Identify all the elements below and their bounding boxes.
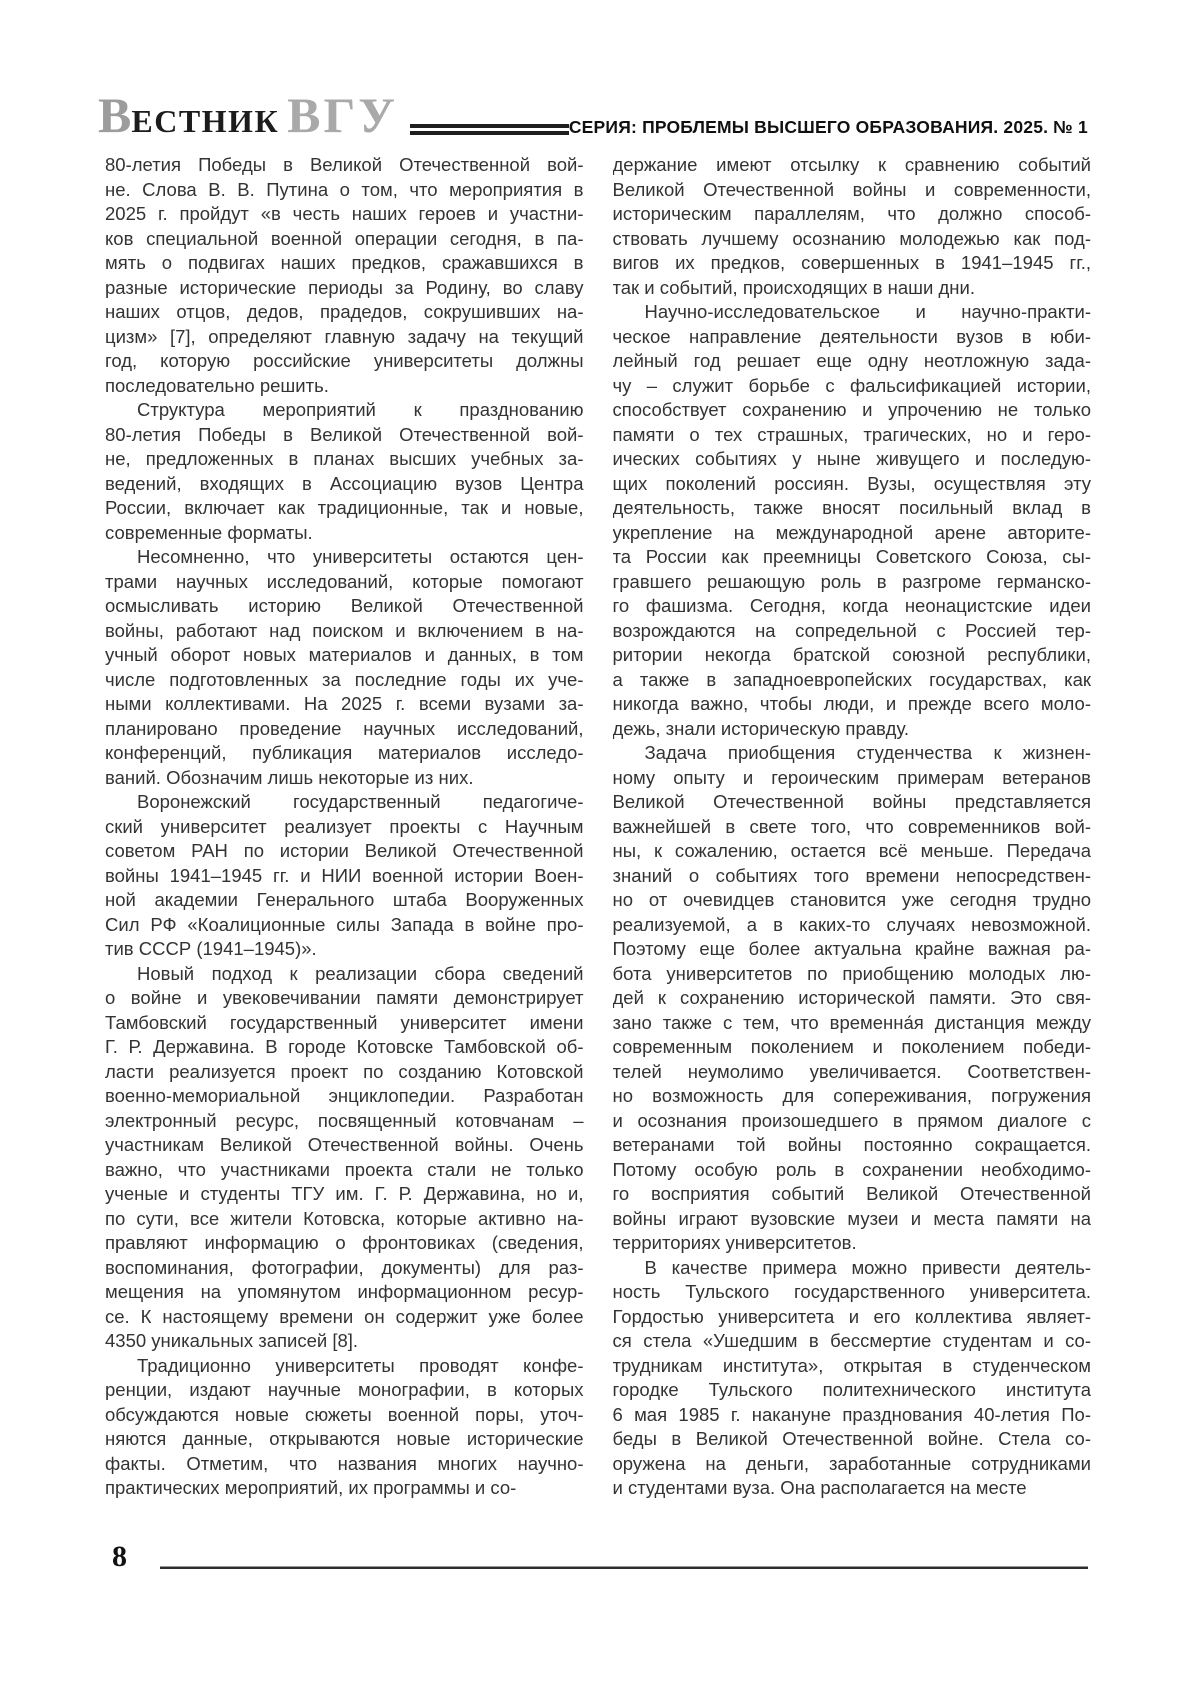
text-line: но от очевидцев становится уже сегодня трудно	[612, 889, 1091, 910]
text-line: никогда важно, чтобы люди, и прежде всего моло-	[612, 693, 1091, 714]
text-line: историческим параллелям, что должно способ-	[612, 203, 1091, 224]
text-line: последовательно решить.	[105, 374, 329, 396]
text-line: ческое направление деятельности вузов в юби-	[612, 325, 1091, 347]
text-line: Тамбовский государственный университет имени	[105, 1011, 584, 1033]
logo-word-vestnik: ЕСТНИК	[131, 103, 280, 139]
text-line: Новый подход к реализации сбора сведений	[137, 962, 584, 984]
text-line: деятельность, также вносят посильный вклад в	[612, 497, 1091, 518]
text-line: по сути, все жители Котовска, которые активно на-	[105, 1207, 584, 1229]
footer-rule	[160, 1566, 1088, 1569]
text-line: современные форматы.	[105, 521, 313, 543]
paragraph	[105, 962, 584, 1354]
text-line: обсуждаются новые сюжеты военной поры, уточ-	[105, 1403, 584, 1425]
paragraph	[105, 398, 584, 545]
text-line: Традиционно университеты проводят конфе-	[137, 1354, 584, 1376]
text-line: год, которую российские университеты должны	[105, 350, 584, 371]
text-line: ических событиях у ныне живущего и последую-	[612, 448, 1091, 469]
text-line: современным поколением и поколением победи-	[612, 1036, 1091, 1057]
text-line: 80-летия Победы в Великой Отечественной вой-	[105, 423, 584, 445]
text-line: ский университет реализует проекты с Научным	[105, 815, 584, 837]
text-line: возрождаются на сопредельной с Россией тер-	[612, 619, 1091, 641]
text-line: Сил РФ «Коалиционные силы Запада в войне про-	[105, 913, 584, 935]
paragraph	[613, 1256, 1092, 1501]
text-line: вигов их предков, совершенных в 1941–1945 гг.,	[612, 252, 1091, 273]
text-line: ность Тульского государственного университета.	[612, 1281, 1091, 1302]
text-line: ласти реализуется проект по созданию Котовской	[105, 1060, 584, 1082]
text-line: Научно-исследовательское и научно-практи-	[644, 301, 1091, 322]
text-line: ной академии Генерального штаба Вооруженных	[105, 889, 584, 910]
text-line: ному опыту и героическим примерам ветеранов	[612, 766, 1091, 788]
text-line: мещения на упомянутом информационном ресур-	[105, 1281, 584, 1302]
text-line: дежь, знали историческую правду.	[612, 717, 909, 739]
text-line: не, предложенных в планах высших учебных за-	[105, 448, 584, 469]
page-header	[98, 87, 1088, 143]
text-line: войны 1941–1945 гг. и НИИ военной истории Воен-	[105, 864, 584, 886]
text-line: конференций, публикация материалов исследо-	[105, 742, 584, 763]
text-line: Великой Отечественной войны и современности,	[612, 178, 1091, 200]
text-line: войны играют вузовские музеи и места памяти на	[612, 1207, 1091, 1229]
text-line: ритории некогда братской союзной республики,	[612, 644, 1091, 665]
text-line: цизм» [7], определяют главную задачу на текущий	[105, 325, 584, 347]
text-line: городке Тульского политехнического института	[612, 1379, 1091, 1400]
text-line: лейный год решает еще одну неотложную зада-	[612, 350, 1091, 371]
text-line: го восприятия событий Великой Отечественной	[612, 1183, 1091, 1204]
text-line: России, включает как традиционные, так и новые,	[105, 497, 584, 518]
paragraph	[105, 790, 584, 962]
text-line: 2025 г. пройдут «в честь наших героев и участни-	[105, 203, 584, 224]
text-line: ными коллективами. На 2025 г. всеми вузами за-	[105, 693, 584, 714]
text-line: няются данные, открываются новые исторические	[105, 1428, 584, 1449]
text-line: укрепление на международной арене авторите-	[612, 521, 1091, 543]
text-line: ваний. Обозначим лишь некоторые из них.	[105, 766, 474, 788]
text-line: территориях университетов.	[612, 1232, 857, 1253]
text-line: но возможность для сопереживания, погружения	[612, 1085, 1091, 1106]
text-line: разные исторические периоды за Родину, во славу	[105, 276, 584, 298]
header-double-rule	[410, 124, 569, 135]
text-line: трудникам института», открытая в студенческом	[612, 1354, 1091, 1376]
text-line: 4350 уникальных записей [8].	[105, 1330, 359, 1351]
logo-word-vgu: ВГУ	[287, 87, 398, 143]
text-line: памяти о тех страшных, трагических, но и геро-	[612, 423, 1091, 445]
text-line: а также в западноевропейских государствах, как	[612, 668, 1091, 690]
text-line: не. Слова В. В. Путина о том, что мероприятия в	[105, 178, 584, 200]
text-line: зано также с тем, что временна́я дистанция между	[612, 1011, 1091, 1033]
text-line: 80-летия Победы в Великой Отечественной вой-	[105, 154, 584, 175]
journal-logo	[98, 87, 398, 143]
text-line: гравшего решающую роль в разгроме германско-	[612, 570, 1091, 592]
text-line: практических мероприятий, их программы и со-	[105, 1477, 517, 1498]
text-line: телей неумолимо увеличивается. Соответствен-	[612, 1060, 1091, 1082]
text-line: ведений, входящих в Ассоциацию вузов Центра	[105, 472, 584, 494]
text-line: тив СССР (1941–1945)».	[105, 938, 317, 959]
text-line: ны, к сожалению, остается всё меньше. Передача	[612, 840, 1091, 861]
text-line: способствует сохранению и упрочению не только	[612, 399, 1091, 420]
text-line: электронный ресурс, посвященный котовчанам –	[105, 1109, 584, 1131]
series-title: СЕРИЯ: ПРОБЛЕМЫ ВЫСШЕГО ОБРАЗОВАНИЯ. 2025. № 1	[568, 116, 1088, 137]
text-line: трами научных исследований, которые помогают	[105, 570, 584, 592]
text-line: участникам Великой Отечественной войны. Очень	[105, 1134, 584, 1155]
text-line: так и событий, происходящих в наши дни.	[612, 276, 975, 298]
text-line: дей к сохранению исторической памяти. Это свя-	[612, 987, 1091, 1008]
article-body	[105, 153, 1091, 1501]
logo-initial-letter: В	[98, 87, 132, 143]
text-line: реализуемой, а в каких-то случаях невозможной.	[612, 913, 1091, 935]
left-column	[105, 153, 584, 1501]
page-number: 8	[112, 1540, 127, 1573]
text-line: и студентами вуза. Она располагается на месте	[612, 1477, 1027, 1498]
text-line: Потому особую роль в сохранении необходимо-	[612, 1158, 1091, 1180]
text-line: Структура мероприятий к празднованию	[137, 399, 584, 420]
text-line: беды в Великой Отечественной войне. Стела со-	[612, 1428, 1091, 1449]
text-line: Воронежский государственный педагогиче-	[137, 791, 584, 812]
text-line: наших отцов, дедов, прадедов, сокрушивших на-	[105, 301, 584, 322]
text-line: важнейшей в свете того, что современников вой-	[612, 815, 1091, 837]
text-line: ствовать лучшему осознанию молодежью как под-	[612, 227, 1091, 249]
text-line: воспоминания, фотографии, документы) для раз-	[105, 1256, 584, 1278]
text-line: знаний о событиях того времени непосредствен-	[612, 864, 1091, 886]
text-line: Поэтому еще более актуальна крайне важная ра-	[612, 938, 1091, 959]
text-line: чу – служит борьбе с фальсификацией истории,	[612, 374, 1091, 396]
text-line: учный оборот новых материалов и данных, в том	[105, 644, 584, 665]
text-line: се. К настоящему времени он содержит уже более	[105, 1305, 584, 1327]
text-line: о войне и увековечивании памяти демонстрирует	[105, 987, 584, 1008]
paragraph	[105, 153, 584, 398]
text-line: военно-мемориальной энциклопедии. Разработан	[105, 1085, 584, 1106]
text-line: бота университетов по приобщению молодых лю-	[612, 962, 1091, 984]
text-line: Гордостью университета и его коллектива являет-	[612, 1305, 1091, 1327]
paragraph	[613, 741, 1092, 1256]
text-line: ся стела «Ушедшим в бессмертие студентам и со-	[612, 1330, 1091, 1351]
text-line: Задача приобщения студенчества к жизнен-	[644, 742, 1091, 763]
text-line: числе подготовленных за последние годы их уче-	[105, 668, 584, 690]
text-line: войны, работают над поиском и включением в на-	[105, 619, 584, 641]
page-footer	[112, 1542, 1088, 1572]
text-line: щих поколений россиян. Вузы, осуществляя эту	[612, 472, 1091, 494]
text-line: важно, что участниками проекта стали не только	[105, 1158, 584, 1180]
text-line: 6 мая 1985 г. накануне празднования 40-летия По-	[612, 1403, 1091, 1425]
text-line: Г. Р. Державина. В городе Котовске Тамбовской об-	[105, 1036, 584, 1057]
text-line: держание имеют отсылку к сравнению событий	[612, 154, 1091, 175]
paragraph	[613, 153, 1092, 300]
paragraph	[105, 545, 584, 790]
text-line: ученые и студенты ТГУ им. Г. Р. Державина, но и,	[105, 1183, 584, 1204]
paragraph	[105, 1354, 584, 1501]
text-line: ков специальной военной операции сегодня, в па-	[105, 227, 584, 249]
text-line: та России как преемницы Советского Союза, сы-	[612, 546, 1091, 567]
text-line: правляют информацию о фронтовиках (сведения,	[105, 1232, 584, 1253]
text-line: ветеранами той войны постоянно сокращается.	[612, 1134, 1091, 1155]
text-line: оружена на деньги, заработанные сотрудниками	[612, 1452, 1091, 1474]
text-line: Несомненно, что университеты остаются цен-	[137, 546, 584, 567]
paragraph	[613, 300, 1092, 741]
text-line: ренции, издают научные монографии, в которых	[105, 1379, 584, 1400]
text-line: планировано проведение научных исследований,	[105, 717, 584, 739]
right-column	[613, 153, 1092, 1501]
text-line: советом РАН по истории Великой Отечественной	[105, 840, 584, 861]
text-line: факты. Отметим, что названия многих научно-	[105, 1452, 584, 1474]
text-line: и осознания произошедшего в прямом диалоге с	[612, 1109, 1091, 1131]
text-line: го фашизма. Сегодня, когда неонацистские идеи	[612, 595, 1091, 616]
text-line: мять о подвигах наших предков, сражавшихся в	[105, 252, 584, 273]
text-line: Великой Отечественной войны представляется	[612, 791, 1091, 812]
text-line: осмысливать историю Великой Отечественной	[105, 595, 584, 616]
text-line: В качестве примера можно привести деятель-	[644, 1256, 1091, 1278]
